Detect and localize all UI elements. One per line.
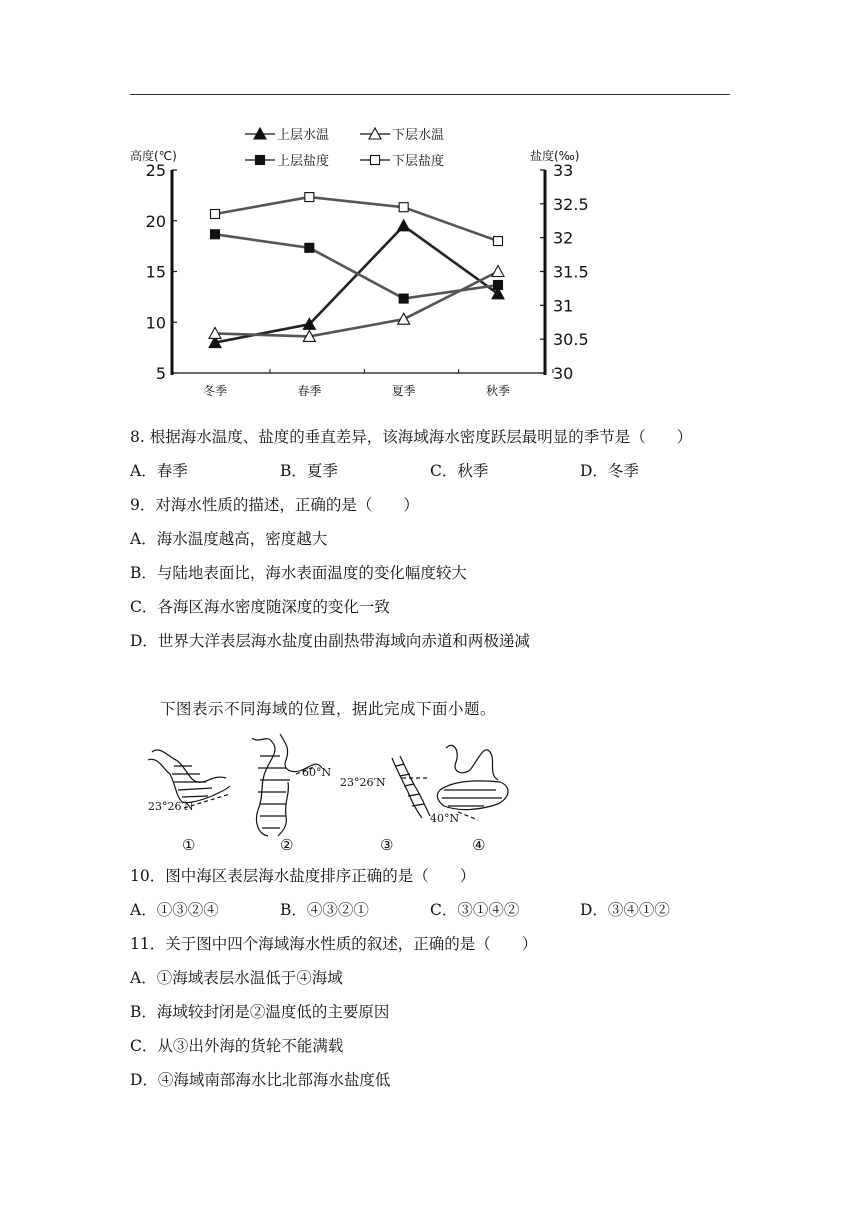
q8-option-c[interactable]: C．秋季 (430, 462, 489, 480)
legend-item-2 (360, 127, 444, 143)
legend-label: 上层水温 (277, 128, 330, 143)
x-tick-label: 春季 (297, 384, 322, 398)
x-tick-label: 冬季 (202, 384, 228, 398)
legend-label: 下层盐度 (392, 154, 445, 169)
left-tick-label: 25 (145, 161, 166, 180)
q10-option-a[interactable]: A．①③②④ (130, 901, 219, 919)
data-point (305, 193, 314, 202)
q10-option-d[interactable]: D．③④①② (580, 901, 670, 919)
q9-option-b[interactable]: B．与陆地表面比，海水表面温度的变化幅度较大 (130, 564, 467, 582)
sea-area-maps (140, 730, 540, 860)
q10-option-b[interactable]: B．④③②① (280, 901, 369, 919)
right-tick-label: 31.5 (553, 262, 589, 282)
data-point (399, 203, 408, 212)
left-tick-label: 10 (145, 313, 166, 333)
left-axis-label: 高度(℃) (130, 149, 177, 163)
x-tick-label: 夏季 (391, 384, 416, 398)
series-4 (211, 193, 503, 246)
right-tick-label: 32.5 (553, 194, 589, 214)
data-point (494, 237, 503, 246)
q8-option-b[interactable]: B．夏季 (280, 462, 338, 480)
q9-option-c[interactable]: C．各海区海水密度随深度的变化一致 (130, 598, 390, 616)
legend-marker (256, 156, 265, 165)
header-rule (130, 94, 730, 95)
q8-option-a[interactable]: A．春季 (130, 462, 188, 480)
data-point (211, 209, 220, 218)
legend-label: 下层水温 (392, 128, 445, 143)
chart-legend (245, 127, 444, 169)
data-point (494, 281, 503, 290)
data-point (399, 294, 408, 303)
right-tick-label: 32 (553, 228, 574, 248)
season-temperature-salinity-chart (130, 118, 589, 408)
legend-item-1 (245, 127, 329, 143)
map-3-label: ③ (380, 836, 394, 854)
legend-label: 上层盐度 (277, 154, 330, 169)
left-tick-label: 20 (145, 211, 166, 231)
right-tick-label: 30.5 (553, 330, 589, 350)
right-tick-label: 31 (553, 296, 574, 316)
map-2-label: ② (280, 836, 294, 854)
q9-option-a[interactable]: A．海水温度越高，密度越大 (130, 530, 328, 548)
map-1-label: ① (182, 836, 196, 854)
right-axis-label: 盐度(‰) (530, 149, 580, 163)
map-2 (252, 734, 322, 836)
question-11: 11．关于图中四个海域海水性质的叙述，正确的是（ ） (130, 935, 538, 953)
map-intro: 下图表示不同海域的位置，据此完成下面小题。 (160, 700, 497, 718)
q11-option-a[interactable]: A．①海域表层水温低于④海域 (130, 969, 343, 987)
series-line (215, 272, 498, 337)
question-10: 10．图中海区表层海水盐度排序正确的是（ ） (130, 867, 476, 885)
legend-item-4 (360, 153, 444, 169)
map-3-latitude: 23°26′N (340, 776, 386, 789)
map-1-latitude: 23°26′N (148, 800, 194, 813)
data-point (398, 220, 410, 231)
right-tick-label: 33 (553, 161, 574, 180)
map-4 (437, 745, 508, 820)
legend-marker (371, 156, 380, 165)
series-line (215, 226, 498, 343)
series-line (215, 197, 498, 241)
map-4-label: ④ (472, 836, 486, 854)
q9-option-d[interactable]: D．世界大洋表层海水盐度由副热带海域向赤道和两极递减 (130, 632, 530, 650)
data-point (211, 230, 220, 239)
data-point (492, 266, 504, 277)
legend-item-3 (245, 153, 329, 169)
q11-option-d[interactable]: D．④海域南部海水比北部海水盐度低 (130, 1071, 391, 1089)
data-point (305, 243, 314, 252)
left-tick-label: 15 (145, 262, 166, 282)
q11-option-b[interactable]: B．海域较封闭是②温度低的主要原因 (130, 1003, 390, 1021)
map-3 (392, 756, 430, 818)
left-tick-label: 5 (155, 364, 166, 383)
x-tick-label: 秋季 (485, 384, 511, 398)
q11-option-c[interactable]: C．从③出外海的货轮不能满载 (130, 1037, 344, 1055)
q8-option-d[interactable]: D．冬季 (580, 462, 639, 480)
q10-option-c[interactable]: C．③①④② (430, 901, 520, 919)
chart-series (209, 193, 504, 348)
series-line (215, 234, 498, 298)
map-2-latitude: 60°N (302, 766, 332, 779)
question-8: 8. 根据海水温度、盐度的垂直差异，该海域海水密度跃层最明显的季节是（ ） (130, 428, 693, 446)
question-9: 9．对海水性质的描述，正确的是（ ） (130, 496, 419, 514)
map-4-latitude: 40°N (430, 812, 460, 825)
right-tick-label: 30 (553, 364, 574, 383)
